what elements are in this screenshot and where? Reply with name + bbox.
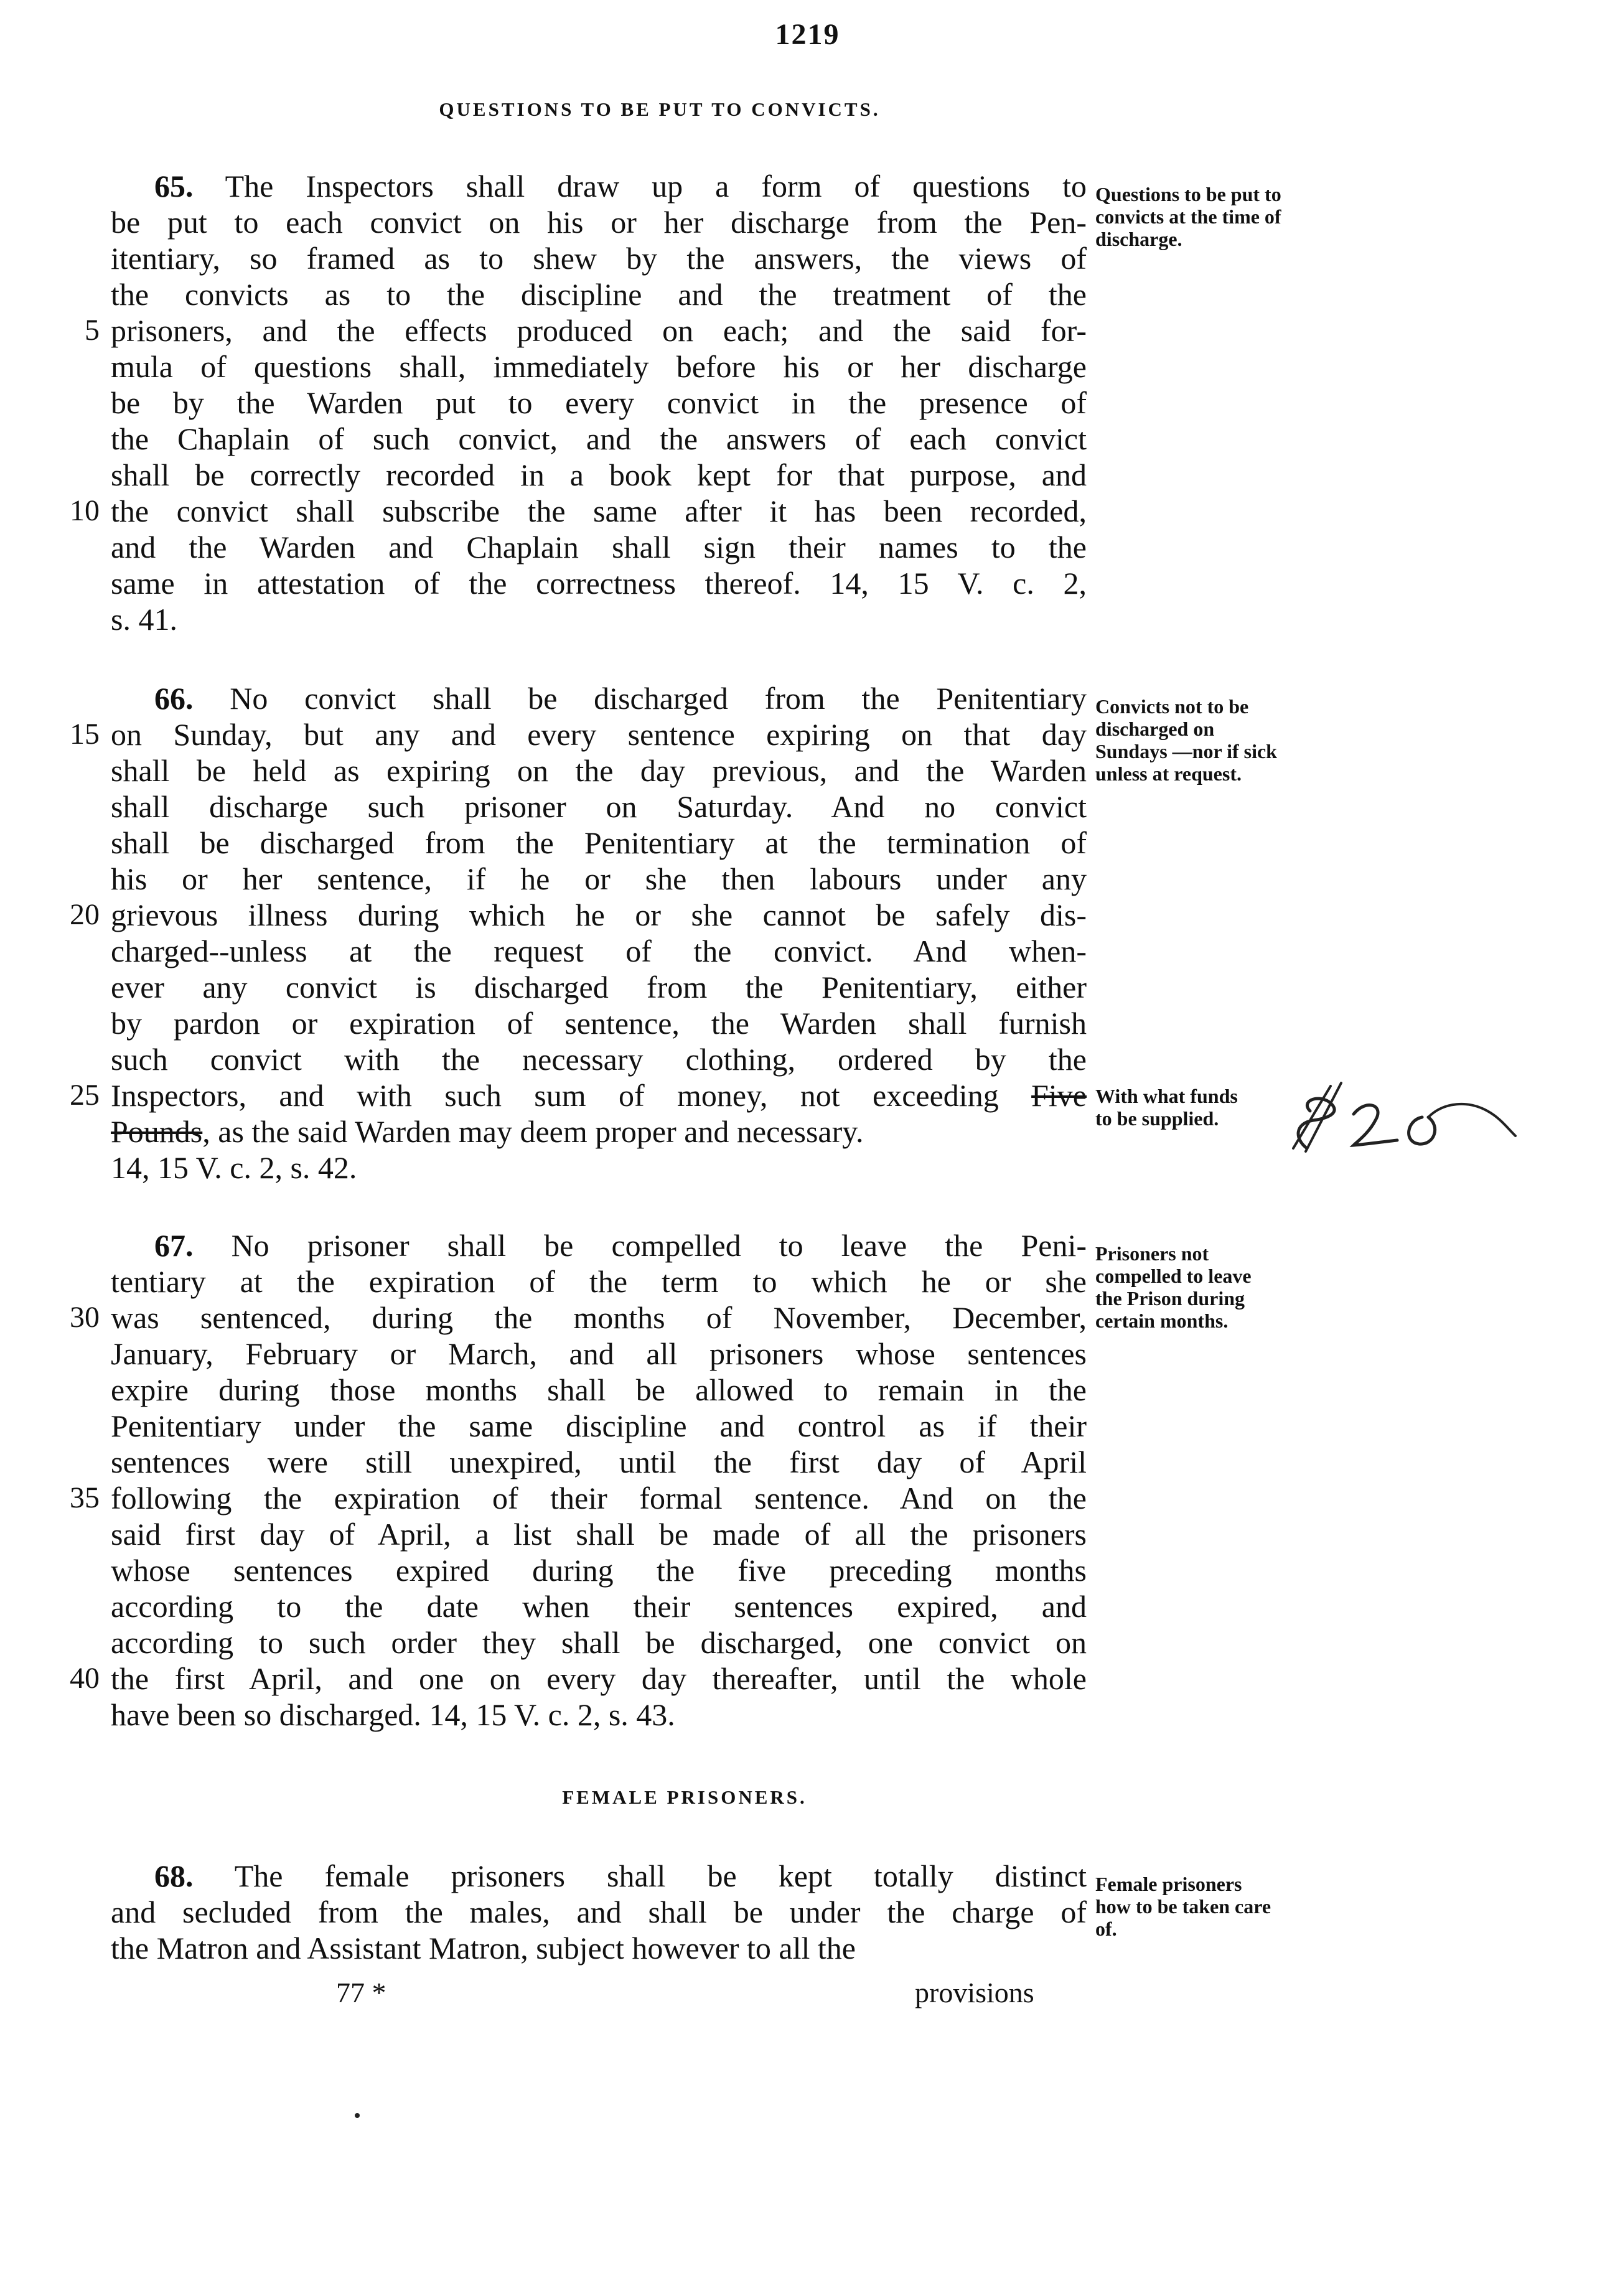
line-number: 35 bbox=[70, 1481, 100, 1514]
line-number: 30 bbox=[70, 1301, 100, 1334]
text-line: whose sentences expired during the five preceding months bbox=[111, 1553, 1087, 1588]
text-line: 14, 15 V. c. 2, s. 42. bbox=[111, 1150, 357, 1185]
text-line: charged--unless at the request of the convict. And when- bbox=[111, 934, 1087, 968]
text-line: expire during those months shall be allowed to remain in the bbox=[111, 1372, 1087, 1407]
text-line: Penitentiary under the same discipline and control as if their bbox=[111, 1408, 1087, 1443]
text-line: January, February or March, and all prisoners whose sentences bbox=[111, 1336, 1087, 1371]
text-line bbox=[154, 1858, 1087, 1894]
line-number: 15 bbox=[70, 718, 100, 751]
text-line: shall discharge such prisoner on Saturday. And no convict bbox=[111, 789, 1087, 824]
line-number: 5 bbox=[85, 314, 100, 347]
text-line: itentiary, so framed as to shew by the answers, the views of bbox=[111, 241, 1087, 276]
text-line: the convict shall subscribe the same after it has been recorded, bbox=[111, 494, 1087, 528]
text-line: following the expiration of their formal sentence. And on the bbox=[111, 1481, 1087, 1516]
text-line: grievous illness during which he or she cannot be safely dis- bbox=[111, 897, 1087, 932]
text-line: and secluded from the males, and shall be under the charge of bbox=[111, 1895, 1087, 1929]
text-line: ever any convict is discharged from the Penitentiary, either bbox=[111, 970, 1087, 1005]
section-heading-questions: QUESTIONS TO BE PUT TO CONVICTS. bbox=[439, 98, 881, 120]
text-line: the Matron and Assistant Matron, subject however to all the bbox=[111, 1931, 856, 1966]
text-line: and the Warden and Chaplain shall sign their names to the bbox=[111, 530, 1087, 565]
line-text: No prisoner shall be compelled to leave the Peni- bbox=[231, 1228, 1087, 1263]
text-line: was sentenced, during the months of November, December, bbox=[111, 1300, 1087, 1335]
line-text: Inspectors, and with such sum of money, not exceeding bbox=[111, 1078, 999, 1113]
page-number: 1219 bbox=[775, 18, 840, 51]
line-text: The female prisoners shall be kept totally distinct bbox=[234, 1858, 1087, 1893]
text-line bbox=[154, 1227, 1087, 1263]
handwritten-annotation bbox=[1282, 1077, 1531, 1176]
text-line: be by the Warden put to every convict in the presence of bbox=[111, 385, 1087, 420]
section-number: 67. bbox=[154, 1228, 194, 1263]
text-line: by pardon or expiration of sentence, the Warden shall furnish bbox=[111, 1006, 1087, 1041]
text-line: be put to each convict on his or her discharge from the Pen- bbox=[111, 205, 1087, 240]
text-line: s. 41. bbox=[111, 602, 177, 637]
text-line: prisoners, and the effects produced on each; and the said for- bbox=[111, 313, 1087, 348]
text-line: the convicts as to the discipline and the treatment of the bbox=[111, 277, 1087, 312]
text-line bbox=[154, 168, 1087, 204]
text-line: mula of questions shall, immediately before his or her discharge bbox=[111, 349, 1087, 384]
struck-word-five: Five bbox=[1031, 1078, 1087, 1113]
text-line: shall be discharged from the Penitentiary at the termination of bbox=[111, 825, 1087, 860]
line-text: , as the said Warden may deem proper and necessary. bbox=[202, 1114, 864, 1149]
signature-mark: 77 * bbox=[336, 1977, 386, 2008]
text-line: said first day of April, a list shall be made of all the prisoners bbox=[111, 1517, 1087, 1552]
text-line: such convict with the necessary clothing, ordered by the bbox=[111, 1042, 1087, 1077]
section-number: 68. bbox=[154, 1858, 194, 1893]
text-line: shall be held as expiring on the day previous, and the Warden bbox=[111, 753, 1087, 788]
line-text: No convict shall be discharged from the Penitentiary bbox=[230, 681, 1087, 716]
text-line: his or her sentence, if he or she then labours under any bbox=[111, 861, 1087, 896]
line-number: 40 bbox=[70, 1662, 100, 1695]
text-line: according to the date when their sentences expired, and bbox=[111, 1589, 1087, 1624]
line-text: The Inspectors shall draw up a form of questions to bbox=[225, 169, 1087, 204]
section-number: 66. bbox=[154, 681, 194, 716]
text-line: same in attestation of the correctness thereof. 14, 15 V. c. 2, bbox=[111, 566, 1087, 601]
margin-note-66: Convicts not to be discharged on Sundays —nor if sick unless at request. bbox=[1095, 695, 1277, 785]
margin-note-66-funds: With what funds to be supplied. bbox=[1095, 1085, 1238, 1130]
margin-note-65: Questions to be put to convicts at the time of discharge. bbox=[1095, 183, 1281, 250]
text-line bbox=[111, 1113, 1087, 1150]
line-number: 10 bbox=[70, 494, 100, 527]
text-line: the first April, and one on every day thereafter, until the whole bbox=[111, 1661, 1087, 1696]
text-line: sentences were still unexpired, until the first day of April bbox=[111, 1445, 1087, 1479]
text-line bbox=[111, 1077, 1087, 1113]
text-line: shall be correctly recorded in a book kept for that purpose, and bbox=[111, 457, 1087, 492]
text-line: according to such order they shall be discharged, one convict on bbox=[111, 1625, 1087, 1660]
margin-note-67: Prisoners not compelled to leave the Prison during certain months. bbox=[1095, 1242, 1252, 1332]
text-line: on Sunday, but any and every sentence expiring on that day bbox=[111, 717, 1087, 752]
text-line bbox=[154, 680, 1087, 716]
stray-dot bbox=[355, 2113, 360, 2118]
section-number: 65. bbox=[154, 169, 194, 204]
line-number: 20 bbox=[70, 898, 100, 931]
text-line: the Chaplain of such convict, and the answers of each convict bbox=[111, 421, 1087, 456]
line-number: 25 bbox=[70, 1079, 100, 1112]
text-line: tentiary at the expiration of the term to which he or she bbox=[111, 1264, 1087, 1299]
text-line: have been so discharged. 14, 15 V. c. 2, s. 43. bbox=[111, 1697, 675, 1732]
margin-note-68: Female prisoners how to be taken care of. bbox=[1095, 1873, 1271, 1940]
section-heading-female: FEMALE PRISONERS. bbox=[562, 1786, 807, 1808]
struck-word-pounds: Pounds bbox=[111, 1114, 203, 1149]
catchword: provisions bbox=[915, 1977, 1034, 2008]
